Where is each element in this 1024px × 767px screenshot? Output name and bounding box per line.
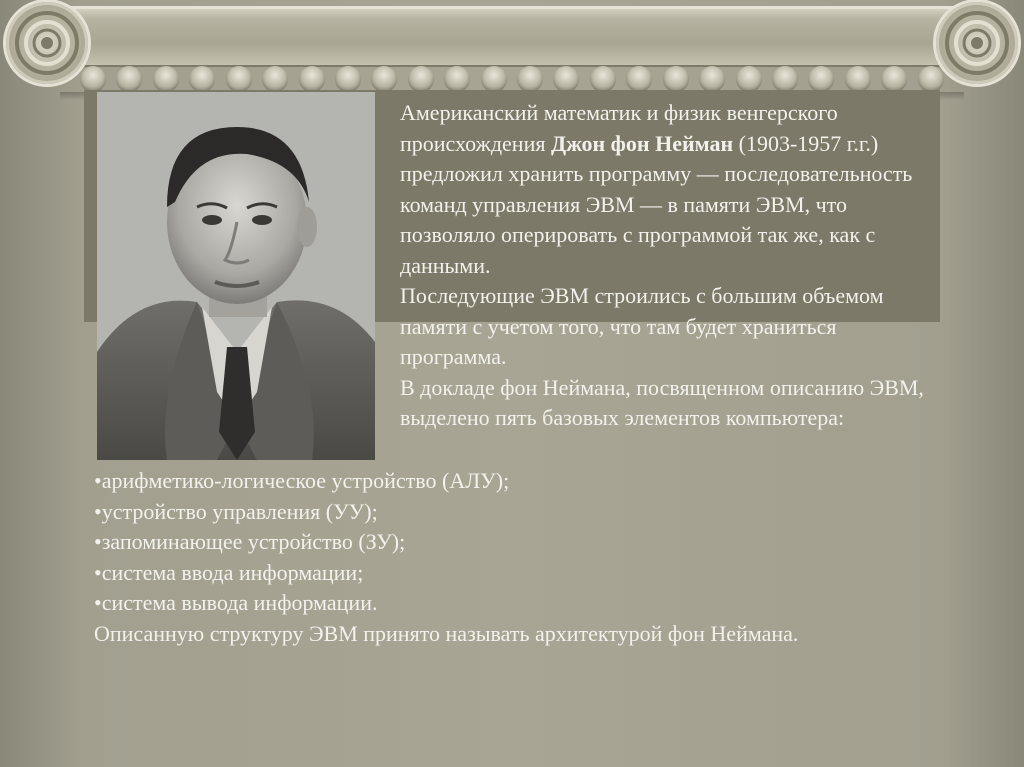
list-item: •устройство управления (УУ); — [94, 498, 378, 524]
egg-ornament — [736, 66, 762, 92]
volute-right-icon — [936, 2, 1018, 84]
egg-ornament — [517, 66, 543, 92]
egg-ornament — [772, 66, 798, 92]
intro-paragraph — [400, 98, 940, 281]
egg-ornament — [189, 66, 215, 92]
egg-ornament — [226, 66, 252, 92]
egg-ornament — [808, 66, 834, 92]
egg-ornament — [918, 66, 944, 92]
conclusion-text: Описанную структуру ЭВМ принято называть архитектурой фон Неймана. — [94, 620, 799, 646]
portrait-photo — [97, 92, 375, 460]
egg-ornament — [408, 66, 434, 92]
egg-ornament — [590, 66, 616, 92]
ionic-capital-decoration — [0, 0, 1024, 100]
egg-ornament — [553, 66, 579, 92]
egg-ornament — [481, 66, 507, 92]
egg-ornament — [262, 66, 288, 92]
list-item: •система ввода информации; — [94, 559, 364, 585]
capital-abacus — [40, 6, 984, 67]
intro-part2: (1903-1957 г.г.) предложил хранить программу — последовательность команд управления ЭВМ — в памяти ЭВМ, что позволяло оперировать с программой так же, как с данными. — [400, 130, 913, 278]
paragraph-report: В докладе фон Неймана, посвященном описанию ЭВМ, выделено пять базовых элементов компьютера: — [400, 374, 924, 430]
egg-ornament — [663, 66, 689, 92]
egg-ornament — [80, 66, 106, 92]
list-item: •арифметико-логическое устройство (АЛУ); — [94, 468, 510, 493]
egg-ornament — [845, 66, 871, 92]
egg-ornament — [881, 66, 907, 92]
egg-ornament — [626, 66, 652, 92]
portrait-illustration — [97, 92, 375, 460]
egg-ornament — [153, 66, 179, 92]
components-list — [94, 466, 974, 649]
egg-ornament — [299, 66, 325, 92]
egg-ornament — [335, 66, 361, 92]
paragraph-memory: Последующие ЭВМ строились с большим объемом памяти с учетом того, что там будет храниться программа. — [400, 283, 884, 369]
intro-text-block — [400, 98, 940, 434]
list-item: •запоминающее устройство (ЗУ); — [94, 529, 406, 554]
egg-ornament — [371, 66, 397, 92]
egg-ornament — [699, 66, 725, 92]
scientist-name: Джон фон Нейман — [550, 130, 734, 156]
egg-ornament — [444, 66, 470, 92]
intro-part1: Американский математик и физик венгерского происхождения — [400, 100, 838, 156]
list-item: •система вывода информации. — [94, 590, 378, 615]
egg-ornament — [116, 66, 142, 92]
volute-left-icon — [6, 2, 88, 84]
